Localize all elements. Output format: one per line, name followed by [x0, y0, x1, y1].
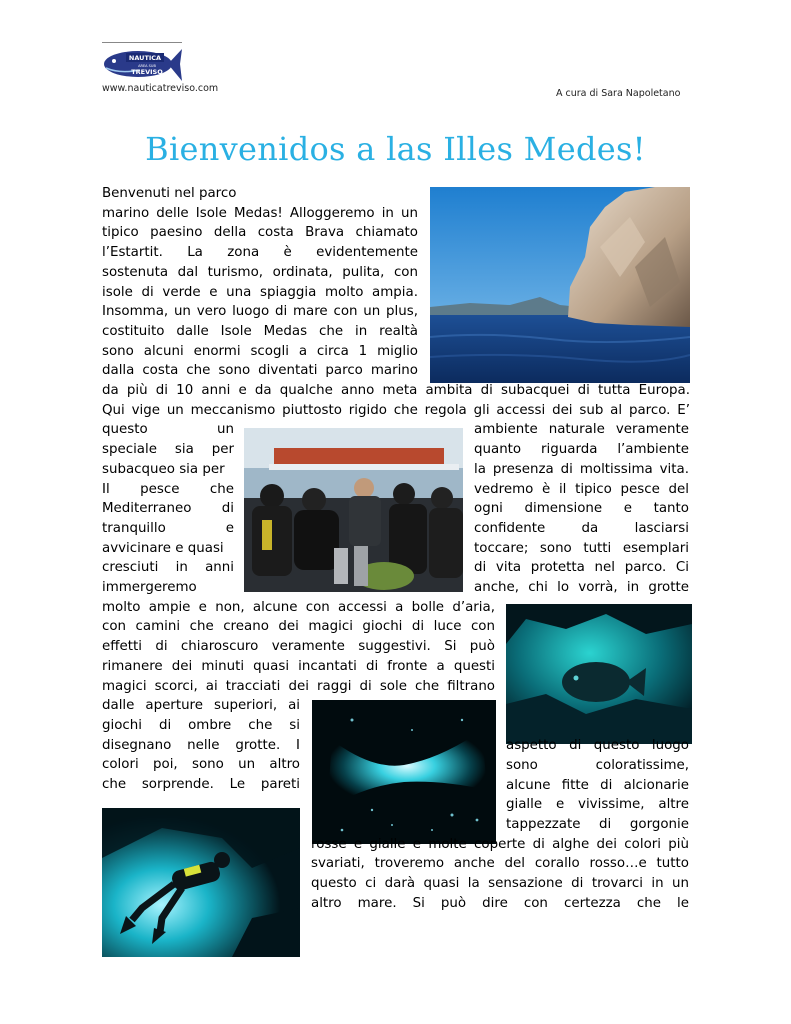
site-url[interactable]: www.nauticatreviso.com — [102, 83, 219, 94]
text-line: colori poi, sono un altro — [102, 757, 300, 773]
text-line: dalla costa che sono diventati parco marino — [102, 363, 418, 379]
text-line — [102, 578, 234, 598]
photo-medes-islands — [430, 187, 690, 383]
text-line: molto ampie e non, alcune con accessi a bolle d’aria, — [102, 599, 495, 615]
word: e — [225, 520, 234, 536]
nautica-treviso-logo — [100, 43, 184, 85]
text-line — [102, 558, 234, 578]
text-line: svariati, troveremo anche del corallo rosso…e tutto — [311, 856, 689, 872]
text-line: alcune fitte di alcionarie — [506, 777, 689, 793]
text-line: di vita protetta nel parco. Ci — [474, 560, 689, 576]
text-line — [102, 519, 234, 539]
text-line: vedremo è il tipico pesce del — [474, 481, 689, 497]
text-line: che sorprende. Le pareti — [102, 777, 300, 792]
word: immergeremo — [102, 580, 197, 595]
text-line: disegnano nelle grotte. I — [102, 737, 300, 753]
text-line: giochi di ombre che si — [102, 717, 300, 733]
author-credit: A cura di Sara Napoletano — [556, 88, 681, 99]
text-line: dalle aperture superiori, ai — [102, 698, 300, 714]
text-line: questo ci darà quasi la sensazione di trovarci in un — [311, 876, 689, 891]
word: tranquillo — [102, 520, 166, 536]
word: questo — [102, 422, 148, 438]
photo-divers-on-boat — [244, 428, 463, 592]
text-line: isole di verde e una spiaggia molto ampia. — [102, 284, 418, 300]
text-line: costituito dalle Isole Medas che in realtà — [102, 323, 418, 339]
text-line — [102, 440, 234, 460]
text-line: rosse e gialle e molte coperte di alghe dei colori più — [311, 836, 689, 852]
text-line: aspetto di questo luogo — [506, 738, 689, 754]
text-line: la presenza di moltissima vita. — [474, 461, 689, 477]
svg-text:TREVISO: TREVISO — [131, 68, 163, 76]
word: un — [217, 422, 234, 438]
photo-grouper-in-cave — [506, 604, 692, 744]
text-line: tipico paesino della costa Brava chiamato — [102, 225, 418, 241]
text-line: sostenuta dal turismo, ordinata, pulita, con — [102, 264, 418, 280]
text-line: effetti di chiaroscuro veramente suggestivi. Si può — [102, 639, 495, 655]
word: sia — [174, 442, 194, 458]
word: Il — [102, 481, 110, 497]
text-line — [102, 480, 234, 500]
text-line: quanto riguarda l’ambiente — [474, 442, 689, 458]
text-line: ambiente naturale veramente — [474, 422, 689, 438]
text-line: toccare; sono tutti esemplari — [474, 540, 689, 556]
word: cresciuti — [102, 560, 159, 576]
text-line: Insomma, un vero luogo di mare con un plus, — [102, 304, 418, 320]
text-line: anche, chi lo vorrà, in grotte — [474, 580, 689, 595]
text-line: marino delle Isole Medas! Alloggeremo in un — [102, 205, 418, 221]
photo-cave-light — [312, 700, 496, 844]
text-line: Qui vige un meccanismo piuttosto rigido che regola gli accessi dei sub al parco. E’ — [102, 402, 690, 418]
svg-text:AREA SUB: AREA SUB — [138, 64, 156, 68]
word: in — [175, 560, 188, 576]
word: per — [211, 442, 234, 458]
word: anni — [205, 560, 234, 576]
svg-text:NAUTICA: NAUTICA — [128, 54, 162, 62]
text-line: altro mare. Si può dire con certezza che le — [311, 895, 689, 911]
text-line — [102, 460, 234, 480]
text-line: tappezzate di gorgonie — [506, 816, 689, 832]
text-line: magici scorci, ai tracciati dei raggi di sole che filtrano — [102, 678, 495, 694]
text-line — [102, 539, 234, 559]
text-line: l’Estartit. La zona è evidentemente — [102, 245, 418, 261]
text-line: con camini che creano dei magici giochi di luce con — [102, 619, 495, 635]
text-line: confidente da lasciarsi — [474, 520, 689, 536]
word: pesce — [140, 481, 180, 497]
text-line: sono alcuni enormi scogli a circa 1 miglio — [102, 343, 418, 359]
text-line — [102, 499, 234, 519]
text-line: gialle e vivissime, altre — [506, 797, 689, 813]
word: che — [209, 481, 234, 497]
text-line — [102, 420, 234, 440]
text-line: da più di 10 anni e da qualche anno meta ambita di subacquei di tutta Europa. — [102, 383, 690, 398]
text-line: sono coloratissime, — [506, 757, 689, 773]
word: di — [221, 501, 234, 517]
text-line: rimanere dei minuti quasi incantati di fronte a questi — [102, 658, 495, 674]
word: subacqueo sia per — [102, 461, 225, 477]
page-title: Bienvenidos a las Illes Medes! — [145, 130, 646, 168]
text-line: Benvenuti nel parco — [102, 186, 237, 201]
text-line: ogni dimensione e tanto — [474, 501, 689, 517]
word: speciale — [102, 442, 157, 458]
word: Mediterraneo — [102, 501, 192, 517]
word: avvicinare e quasi — [102, 540, 224, 556]
photo-diver-silhouette — [102, 808, 300, 957]
